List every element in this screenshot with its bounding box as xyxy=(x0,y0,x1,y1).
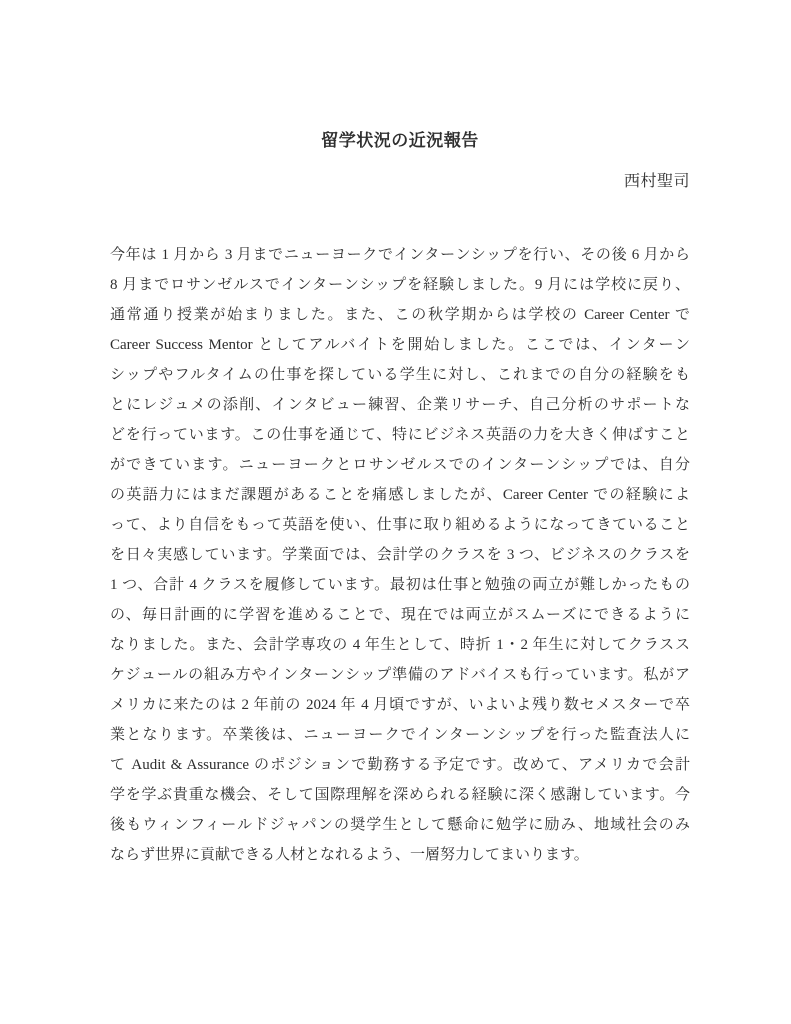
body-line: ケジュールの組み方やインターンシップ準備のアドバイスも行っています。私がア xyxy=(110,667,690,683)
body-line: シップやフルタイムの仕事を探している学生に対し、これまでの自分の経験をも xyxy=(110,367,690,383)
body-line: て Audit & Assurance のポジションで勤務する予定です。改めて、アメリカで会計 xyxy=(110,757,690,773)
body-line: ならず世界に貢献できる人材となれるよう、一層努力してまいります。 xyxy=(110,847,589,863)
body-line: メリカに来たのは 2 年前の 2024 年 4 月頃ですが、いよいよ残り数セメスターで卒 xyxy=(110,697,690,713)
body-line: 業となります。卒業後は、ニューヨークでインターンシップを行った監査法人に xyxy=(110,727,690,743)
document-body xyxy=(110,240,690,870)
body-line: どを行っています。この仕事を通じて、特にビジネス英語の力を大きく伸ばすこと xyxy=(110,427,690,443)
body-line: って、より自信をもって英語を使い、仕事に取り組めるようになってきていること xyxy=(110,517,690,533)
body-line: を日々実感しています。学業面では、会計学のクラスを 3 つ、ビジネスのクラスを xyxy=(110,547,690,563)
body-line: 学を学ぶ貴重な機会、そして国際理解を深められる経験に深く感謝しています。今 xyxy=(110,787,690,803)
body-line: ができています。ニューヨークとロサンゼルスでのインターンシップでは、自分 xyxy=(110,457,690,473)
body-line: とにレジュメの添削、インタビュー練習、企業リサーチ、自己分析のサポートな xyxy=(110,397,690,413)
body-line: なりました。また、会計学専攻の 4 年生として、時折 1・2 年生に対してクラスス xyxy=(110,637,690,653)
body-line: 通常通り授業が始まりました。また、この秋学期からは学校の Career Center で xyxy=(110,307,690,323)
document-author: 西村聖司 xyxy=(623,173,690,190)
body-line: 8 月までロサンゼルスでインターンシップを経験しました。9 月には学校に戻り、 xyxy=(110,277,690,293)
body-line: の、毎日計画的に学習を進めることで、現在では両立がスムーズにできるように xyxy=(110,607,690,623)
body-line: の英語力にはまだ課題があることを痛感しましたが、Career Center での経験によ xyxy=(110,487,690,503)
body-line: 1 つ、合計 4 クラスを履修しています。最初は仕事と勉強の両立が難しかったもの xyxy=(110,577,690,593)
body-line: 今年は 1 月から 3 月までニューヨークでインターンシップを行い、その後 6 月から xyxy=(110,247,690,263)
document-title: 留学状況の近況報告 xyxy=(321,131,479,150)
body-line: Career Success Mentor としてアルバイトを開始しました。ここでは、インターン xyxy=(110,337,690,353)
body-line: 後もウィンフィールドジャパンの奨学生として懸命に勉学に励み、地域社会のみ xyxy=(110,817,690,833)
